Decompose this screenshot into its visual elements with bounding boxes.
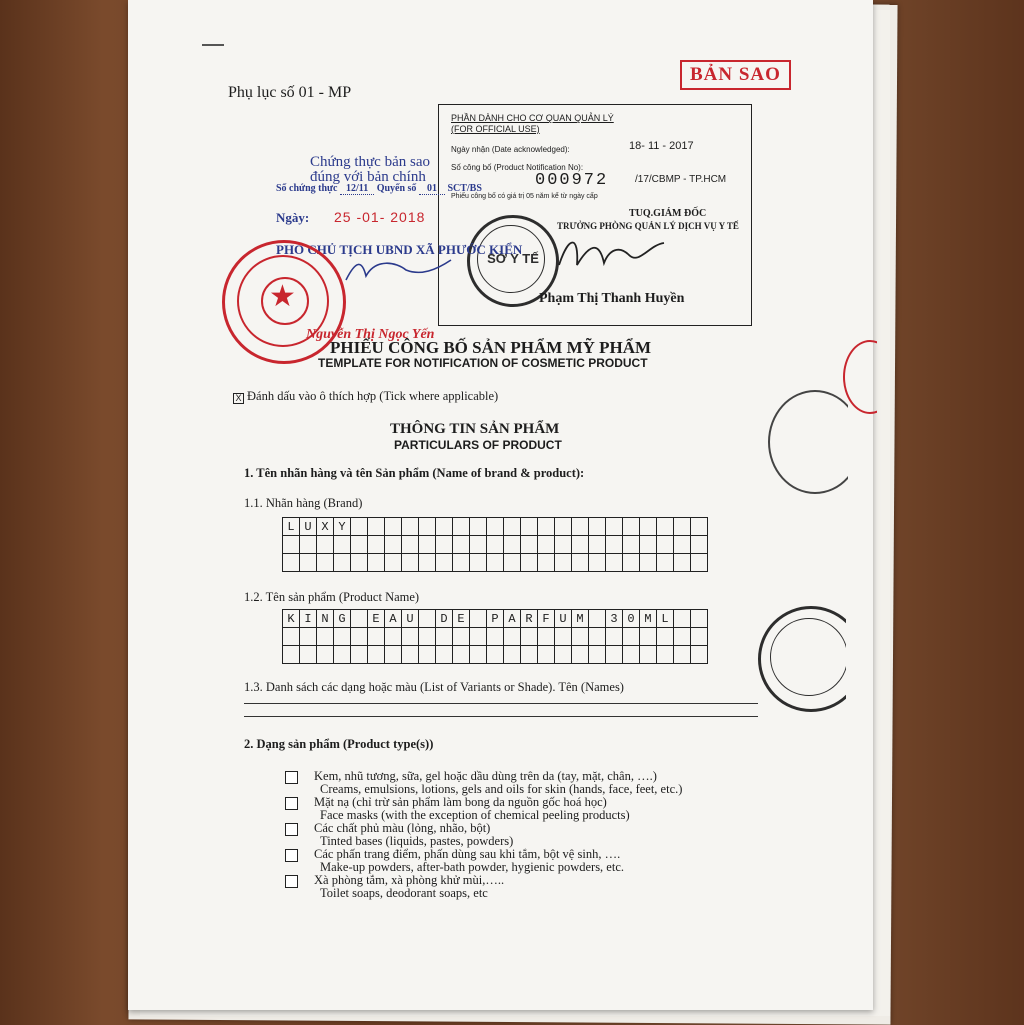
grid-cell: [606, 628, 623, 646]
grid-cell: [283, 646, 300, 664]
grid-cell: [657, 646, 674, 664]
grid-cell: [334, 536, 351, 554]
grid-cell: [419, 554, 436, 572]
grid-cell: [368, 536, 385, 554]
grid-cell: [691, 646, 708, 664]
official-use-box: [438, 104, 752, 326]
grid-cell: [334, 646, 351, 664]
grid-cell: [623, 536, 640, 554]
grid-cell: [538, 536, 555, 554]
product-type-label-vi: Mặt nạ (chỉ trừ sản phẩm làm bong da nguồn gốc hoá học): [314, 795, 607, 809]
product-name-grid: [282, 609, 708, 664]
copy-stamp: BẢN SAO: [680, 60, 791, 90]
grid-cell: [419, 610, 436, 628]
grid-cell: [640, 646, 657, 664]
certification-line-2: đúng với bản chính: [310, 169, 426, 185]
grid-cell: K: [283, 610, 300, 628]
grid-cell: [436, 646, 453, 664]
grid-row: [283, 610, 708, 628]
grid-cell: [521, 536, 538, 554]
question-1-2-label: 1.2. Tên sản phẩm (Product Name): [244, 590, 420, 604]
grid-cell: [402, 518, 419, 536]
form-title-en: TEMPLATE FOR NOTIFICATION OF COSMETIC PRODUCT: [318, 356, 648, 370]
grid-cell: [436, 518, 453, 536]
grid-cell: [351, 646, 368, 664]
grid-cell: [436, 536, 453, 554]
variants-line-1: [244, 703, 758, 704]
date-acknowledged-value: 18- 11 - 2017: [629, 140, 694, 152]
grid-row: [283, 646, 708, 664]
grid-cell: [538, 518, 555, 536]
product-type-label-en: Face masks (with the exception of chemical peeling products): [320, 808, 630, 822]
grid-cell: [351, 554, 368, 572]
grid-cell: [487, 518, 504, 536]
grid-cell: [555, 554, 572, 572]
product-type-checkbox[interactable]: [285, 823, 298, 836]
grid-cell: [487, 536, 504, 554]
grid-cell: [470, 628, 487, 646]
grid-cell: [572, 628, 589, 646]
certification-date-value: 25 -01- 2018: [334, 209, 426, 225]
grid-cell: [300, 646, 317, 664]
grid-cell: [504, 536, 521, 554]
grid-row: [283, 628, 708, 646]
grid-cell: D: [436, 610, 453, 628]
grid-cell: [691, 628, 708, 646]
grid-cell: [589, 646, 606, 664]
product-type-label-vi: Các chất phủ màu (lỏng, nhão, bột): [314, 821, 491, 835]
grid-cell: [521, 646, 538, 664]
grid-cell: [674, 610, 691, 628]
grid-cell: [402, 536, 419, 554]
grid-cell: [674, 646, 691, 664]
grid-cell: [283, 554, 300, 572]
grid-cell: M: [572, 610, 589, 628]
grid-cell: [521, 518, 538, 536]
grid-cell: F: [538, 610, 555, 628]
grid-cell: [504, 518, 521, 536]
grid-cell: [623, 518, 640, 536]
grid-cell: [640, 518, 657, 536]
grid-cell: [640, 536, 657, 554]
grid-cell: [368, 518, 385, 536]
grid-cell: R: [521, 610, 538, 628]
grid-cell: G: [334, 610, 351, 628]
grid-cell: [436, 628, 453, 646]
grid-cell: [385, 536, 402, 554]
grid-cell: [351, 536, 368, 554]
partial-health-seal-edge: [758, 606, 864, 712]
grid-cell: [572, 554, 589, 572]
question-1-1-label: 1.1. Nhãn hàng (Brand): [244, 496, 363, 510]
brand-grid: [282, 517, 708, 572]
grid-cell: [487, 646, 504, 664]
grid-cell: E: [453, 610, 470, 628]
grid-cell: [470, 610, 487, 628]
grid-cell: [657, 628, 674, 646]
signer-name: Phạm Thị Thanh Huyền: [539, 291, 685, 306]
grid-cell: 0: [623, 610, 640, 628]
grid-cell: U: [555, 610, 572, 628]
grid-cell: [572, 536, 589, 554]
variants-line-2: [244, 716, 758, 717]
grid-cell: [300, 536, 317, 554]
grid-cell: [555, 628, 572, 646]
grid-cell: A: [385, 610, 402, 628]
grid-cell: [351, 518, 368, 536]
grid-cell: 3: [606, 610, 623, 628]
grid-cell: [402, 628, 419, 646]
grid-cell: [674, 628, 691, 646]
grid-cell: [691, 518, 708, 536]
grid-cell: [674, 554, 691, 572]
grid-cell: [657, 554, 674, 572]
product-type-label-en: Make-up powders, after-bath powder, hygienic powders, etc.: [320, 860, 625, 874]
certification-volume-value: 01: [419, 183, 445, 195]
certification-book-value: 12/11: [340, 183, 374, 195]
signer-title-2: TRƯỞNG PHÒNG QUẢN LÝ DỊCH VỤ Y TẾ: [557, 221, 739, 231]
grid-cell: [623, 646, 640, 664]
product-type-label-vi: Kem, nhũ tương, sữa, gel hoặc dầu dùng trên da (tay, mặt, chân, ….): [314, 769, 657, 783]
grid-cell: [691, 610, 708, 628]
grid-cell: [538, 646, 555, 664]
grid-cell: [283, 628, 300, 646]
product-type-label-en: Toilet soaps, deodorant soaps, etc: [320, 886, 488, 900]
staple-mark: [202, 44, 224, 46]
grid-cell: [555, 536, 572, 554]
grid-cell: N: [317, 610, 334, 628]
grid-cell: [623, 554, 640, 572]
form-title-vi: PHIẾU CÔNG BỐ SẢN PHẨM MỸ PHẨM: [330, 338, 652, 357]
product-type-checkbox[interactable]: [285, 849, 298, 862]
grid-cell: [572, 646, 589, 664]
certification-position: PHÓ CHỦ TỊCH UBND XÃ PHƯỚC KIỂN: [276, 242, 523, 257]
grid-cell: [640, 554, 657, 572]
official-signature: [549, 225, 669, 285]
signer-title-1: TUQ.GIÁM ĐỐC: [629, 208, 707, 219]
tick-note: Đánh dấu vào ô thích hợp (Tick where applicable): [247, 389, 499, 403]
grid-cell: [538, 554, 555, 572]
grid-cell: [351, 628, 368, 646]
grid-cell: [589, 610, 606, 628]
grid-cell: [368, 646, 385, 664]
grid-cell: A: [504, 610, 521, 628]
grid-cell: [419, 646, 436, 664]
question-1-label: 1. Tên nhãn hàng và tên Sản phẩm (Name of brand & product):: [244, 466, 585, 480]
grid-cell: [640, 628, 657, 646]
grid-cell: [385, 628, 402, 646]
grid-cell: L: [283, 518, 300, 536]
grid-cell: [453, 646, 470, 664]
grid-cell: [589, 628, 606, 646]
grid-cell: [317, 646, 334, 664]
official-heading-vi: PHẦN DÀNH CHO CƠ QUAN QUẢN LÝ: [451, 113, 614, 123]
grid-row: [283, 518, 708, 536]
grid-cell: [589, 554, 606, 572]
official-heading-en: (FOR OFFICIAL USE): [451, 124, 540, 134]
grid-cell: [317, 628, 334, 646]
grid-cell: [385, 518, 402, 536]
certification-name: Nguyễn Thị Ngọc Yến: [306, 327, 435, 342]
notification-number-suffix: /17/CBMP - TP.HCM: [635, 174, 727, 185]
grid-cell: [470, 554, 487, 572]
grid-cell: [521, 628, 538, 646]
grid-cell: [436, 554, 453, 572]
grid-cell: [334, 554, 351, 572]
product-type-checkbox[interactable]: [285, 875, 298, 888]
grid-cell: [538, 628, 555, 646]
grid-cell: [317, 554, 334, 572]
grid-cell: [657, 518, 674, 536]
product-type-label-vi: Xà phòng tắm, xà phòng khử mùi,…..: [314, 873, 505, 887]
section-heading-en: PARTICULARS OF PRODUCT: [394, 438, 562, 452]
grid-cell: L: [657, 610, 674, 628]
grid-cell: [453, 518, 470, 536]
certification-volume-label: Quyển số: [376, 183, 417, 194]
grid-cell: [606, 646, 623, 664]
grid-cell: M: [640, 610, 657, 628]
grid-cell: [453, 628, 470, 646]
grid-cell: [555, 518, 572, 536]
grid-cell: [589, 518, 606, 536]
grid-cell: [504, 554, 521, 572]
grid-cell: [470, 536, 487, 554]
certification-book-label: Số chứng thực: [276, 183, 338, 194]
grid-cell: X: [317, 518, 334, 536]
grid-cell: P: [487, 610, 504, 628]
grid-cell: [487, 554, 504, 572]
grid-cell: [674, 518, 691, 536]
grid-cell: [470, 518, 487, 536]
grid-cell: [453, 554, 470, 572]
commune-red-seal: [222, 240, 346, 364]
grid-cell: U: [402, 610, 419, 628]
grid-cell: [368, 628, 385, 646]
product-type-label-en: Tinted bases (liquids, pastes, powders): [320, 834, 514, 848]
grid-cell: U: [300, 518, 317, 536]
grid-cell: [657, 536, 674, 554]
grid-cell: [368, 554, 385, 572]
grid-cell: [300, 628, 317, 646]
grid-row: [283, 536, 708, 554]
grid-cell: [606, 518, 623, 536]
grid-cell: [283, 536, 300, 554]
certification-date-label: Ngày:: [276, 210, 310, 225]
grid-cell: [504, 628, 521, 646]
grid-cell: [402, 646, 419, 664]
grid-cell: [606, 536, 623, 554]
partial-company-seal: [768, 390, 862, 494]
tick-example-box: X: [233, 393, 244, 404]
grid-cell: Y: [334, 518, 351, 536]
grid-cell: [691, 536, 708, 554]
document-page: [128, 0, 873, 1010]
grid-cell: I: [300, 610, 317, 628]
product-type-label-vi: Các phấn trang điểm, phấn dùng sau khi tắm, bột vệ sinh, ….: [314, 847, 621, 861]
grid-cell: [385, 554, 402, 572]
grid-cell: [351, 610, 368, 628]
grid-cell: [419, 536, 436, 554]
grid-cell: [691, 554, 708, 572]
certification-signature: [336, 240, 456, 290]
certification-number-row: [276, 183, 482, 194]
grid-cell: [419, 518, 436, 536]
question-2-label: 2. Dạng sản phẩm (Product type(s)): [244, 737, 434, 751]
grid-cell: [385, 646, 402, 664]
star-icon: ★: [269, 280, 296, 313]
certification-volume-suffix: SCT/BS: [447, 183, 482, 194]
grid-cell: [606, 554, 623, 572]
grid-cell: [674, 536, 691, 554]
grid-cell: [487, 628, 504, 646]
grid-cell: [334, 628, 351, 646]
notification-number-label: Số công bố (Product Notification No):: [451, 163, 584, 172]
grid-row: [283, 554, 708, 572]
product-type-checkbox[interactable]: [285, 771, 298, 784]
grid-cell: [555, 646, 572, 664]
question-1-3-label: 1.3. Danh sách các dạng hoặc màu (List of Variants or Shade). Tên (Names): [244, 680, 624, 694]
grid-cell: [402, 554, 419, 572]
validity-note: Phiếu công bố có giá trị 05 năm kể từ ngày cấp: [451, 193, 598, 200]
seal-center-text: SỞ Y TẾ: [487, 251, 539, 266]
grid-cell: [317, 536, 334, 554]
grid-cell: [453, 536, 470, 554]
grid-cell: [419, 628, 436, 646]
product-type-label-en: Creams, emulsions, lotions, gels and oils for skin (hands, face, feet, etc.): [320, 782, 683, 796]
annex-label: Phụ lục số 01 - MP: [228, 84, 352, 101]
grid-cell: [623, 628, 640, 646]
grid-cell: [589, 536, 606, 554]
section-heading-vi: THÔNG TIN SẢN PHẨM: [390, 421, 560, 437]
grid-cell: E: [368, 610, 385, 628]
product-type-checkbox[interactable]: [285, 797, 298, 810]
grid-cell: [504, 646, 521, 664]
grid-cell: [300, 554, 317, 572]
certification-line-1: Chứng thực bản sao: [310, 154, 430, 170]
grid-cell: [521, 554, 538, 572]
notification-number-value: 000972: [535, 171, 609, 190]
grid-cell: [470, 646, 487, 664]
grid-cell: [572, 518, 589, 536]
date-acknowledged-label: Ngày nhận (Date acknowledged):: [451, 145, 570, 154]
